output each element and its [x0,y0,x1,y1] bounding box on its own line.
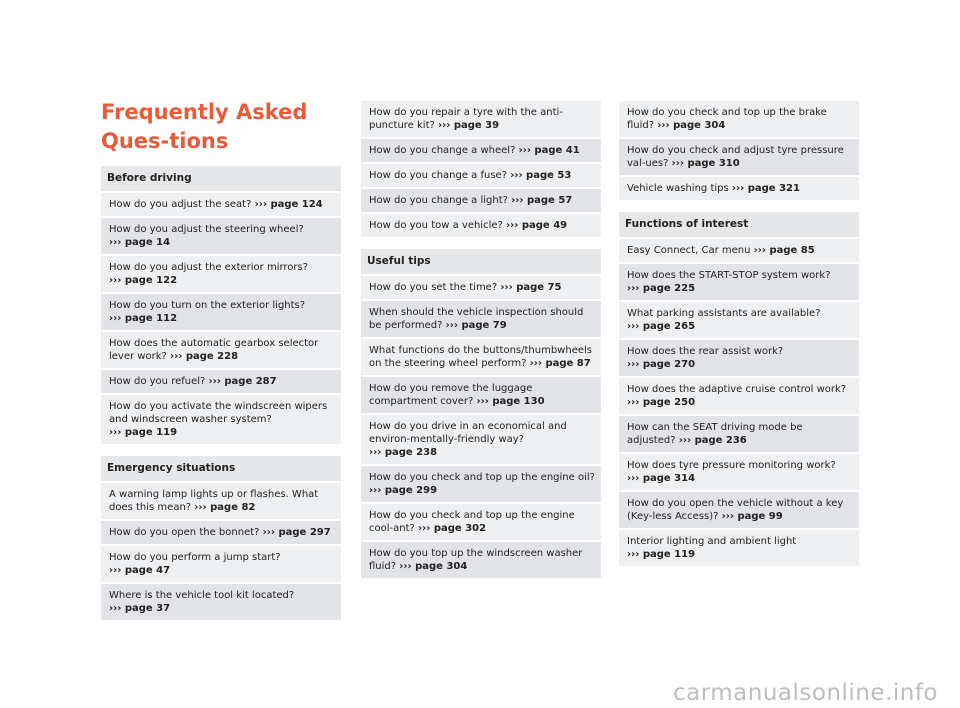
faq-question: Easy Connect, Car menu [627,245,751,256]
faq-column-2 [361,101,601,590]
faq-question: How do you adjust the steering wheel? [109,224,304,235]
faq-item [361,301,601,337]
section-heading: Useful tips [361,249,601,274]
page-reference-link[interactable]: ››› page 310 [671,158,740,169]
faq-question: How do you repair a tyre with the anti-puncture kit? [369,107,563,131]
faq-item [101,218,341,254]
faq-item [361,214,601,237]
page-reference-link[interactable]: ››› page 82 [194,502,256,513]
page-reference-link[interactable]: ››› page 250 [627,397,696,408]
faq-question: How do you tow a vehicle? [369,220,503,231]
faq-question: How do you set the time? [369,282,498,293]
faq-question: How does tyre pressure monitoring work? [627,460,836,471]
page-reference-link[interactable]: ››› page 287 [208,376,277,387]
page-reference-link[interactable]: ››› page 75 [500,282,562,293]
faq-item [361,542,601,578]
faq-section [101,166,341,444]
page-reference-link[interactable]: ››› page 265 [627,321,696,332]
faq-item [361,101,601,137]
faq-item [101,193,341,216]
page-reference-link[interactable]: ››› page 304 [399,561,468,572]
faq-item [619,492,859,528]
faq-column-3 [619,101,859,578]
faq-question: How does the automatic gearbox selector lever work? [109,338,319,362]
faq-question: How do you open the bonnet? [109,527,260,538]
page-reference-link[interactable]: ››› page 297 [262,527,331,538]
faq-item [101,294,341,330]
faq-item [361,466,601,502]
page-reference-link[interactable]: ››› page 14 [109,237,171,248]
faq-question: How do you open the vehicle without a key (Key-less Access)? [627,498,844,522]
faq-item [619,239,859,262]
faq-item [619,139,859,175]
faq-item [619,340,859,376]
faq-item [361,189,601,212]
faq-question: How do you activate the windscreen wipers and windscreen washer system? [109,401,328,425]
faq-section [619,212,859,566]
page-reference-link[interactable]: ››› page 57 [511,195,573,206]
page-reference-link[interactable]: ››› page 238 [369,447,438,458]
faq-item [101,546,341,582]
faq-item [361,415,601,464]
faq-question: What parking assistants are available? [627,308,821,319]
faq-question: When should the vehicle inspection should be performed? [369,307,584,331]
faq-question: How do you check and adjust tyre pressure val-ues? [627,145,844,169]
page-reference-link[interactable]: ››› page 119 [109,427,178,438]
faq-question: How does the START-STOP system work? [627,270,831,281]
page-reference-link[interactable]: ››› page 228 [170,351,239,362]
faq-question: How do you change a wheel? [369,145,516,156]
page-title: Frequently Asked Ques-tions [101,100,308,153]
faq-question: How does the adaptive cruise control work? [627,384,847,395]
faq-item [361,377,601,413]
faq-question: How do you change a light? [369,195,508,206]
page-reference-link[interactable]: ››› page 39 [438,120,500,131]
faq-question: How do you remove the luggage compartment cover? [369,383,533,407]
faq-item [619,416,859,452]
faq-question: Vehicle washing tips [627,183,729,194]
faq-question: How do you turn on the exterior lights? [109,300,306,311]
faq-column-1 [101,166,341,632]
section-heading: Before driving [101,166,341,191]
section-heading: Emergency situations [101,456,341,481]
faq-question: How do you adjust the exterior mirrors? [109,262,309,273]
page-reference-link[interactable]: ››› page 99 [721,511,783,522]
page-reference-link[interactable]: ››› page 37 [109,603,171,614]
page-reference-link[interactable]: ››› page 87 [529,358,591,369]
faq-item [101,370,341,393]
page-reference-link[interactable]: ››› page 225 [627,283,696,294]
faq-question: How do you perform a jump start? [109,552,281,563]
page-reference-link[interactable]: ››› page 124 [254,199,323,210]
faq-question: How do you check and top up the engine oil? [369,472,595,483]
page-reference-link[interactable]: ››› page 236 [678,435,747,446]
faq-question: How do you drive in an economical and environ-mentally-friendly way? [369,421,567,445]
faq-question: Interior lighting and ambient light [627,536,797,547]
faq-item [101,395,341,444]
page-reference-link[interactable]: ››› page 112 [109,313,178,324]
faq-item [619,454,859,490]
page-reference-link[interactable]: ››› page 299 [369,485,438,496]
page-reference-link[interactable]: ››› page 53 [510,170,572,181]
faq-section [101,456,341,620]
faq-item [361,339,601,375]
faq-item [361,504,601,540]
section-heading: Functions of interest [619,212,859,237]
faq-item [619,530,859,566]
faq-question: How do you refuel? [109,376,206,387]
faq-question: How does the rear assist work? [627,346,784,357]
faq-question: How do you check and top up the engine cool-ant? [369,510,575,534]
faq-item [101,483,341,519]
faq-question: How do you change a fuse? [369,170,508,181]
faq-item [101,584,341,620]
faq-item [619,177,859,200]
faq-item [619,378,859,414]
faq-question: How do you adjust the seat? [109,199,252,210]
faq-item [101,332,341,368]
faq-question: How do you check and top up the brake fluid? [627,107,827,131]
page-reference-link[interactable]: ››› page 314 [627,473,696,484]
faq-item [361,276,601,299]
faq-item [619,302,859,338]
faq-section [361,101,601,237]
page-reference-link[interactable]: ››› page 122 [109,275,178,286]
page-reference-link[interactable]: ››› page 47 [109,565,171,576]
faq-section [361,249,601,578]
watermark: carmanualsonline.info [672,680,938,706]
page-reference-link[interactable]: ››› page 270 [627,359,696,370]
page-reference-link[interactable]: ››› page 41 [518,145,580,156]
page-reference-link[interactable]: ››› page 304 [657,120,726,131]
faq-item [361,139,601,162]
faq-question: A warning lamp lights up or flashes. What does this mean? [109,489,319,513]
page-reference-link[interactable]: ››› page 321 [731,183,800,194]
faq-item [619,264,859,300]
page-reference-link[interactable]: ››› page 302 [418,523,487,534]
page-reference-link[interactable]: ››› page 119 [627,549,696,560]
page-reference-link[interactable]: ››› page 130 [476,396,545,407]
faq-section [619,101,859,200]
page-reference-link[interactable]: ››› page 85 [753,245,815,256]
faq-item [361,164,601,187]
faq-question: Where is the vehicle tool kit located? [109,590,295,601]
faq-item [619,101,859,137]
faq-item [101,521,341,544]
faq-question: What functions do the buttons/thumbwheels on the steering wheel perform? [369,345,592,369]
page-reference-link[interactable]: ››› page 79 [445,320,507,331]
faq-question: How can the SEAT driving mode be adjusted? [627,422,803,446]
faq-item [101,256,341,292]
page-reference-link[interactable]: ››› page 49 [506,220,568,231]
faq-question: How do you top up the windscreen washer fluid? [369,548,583,572]
